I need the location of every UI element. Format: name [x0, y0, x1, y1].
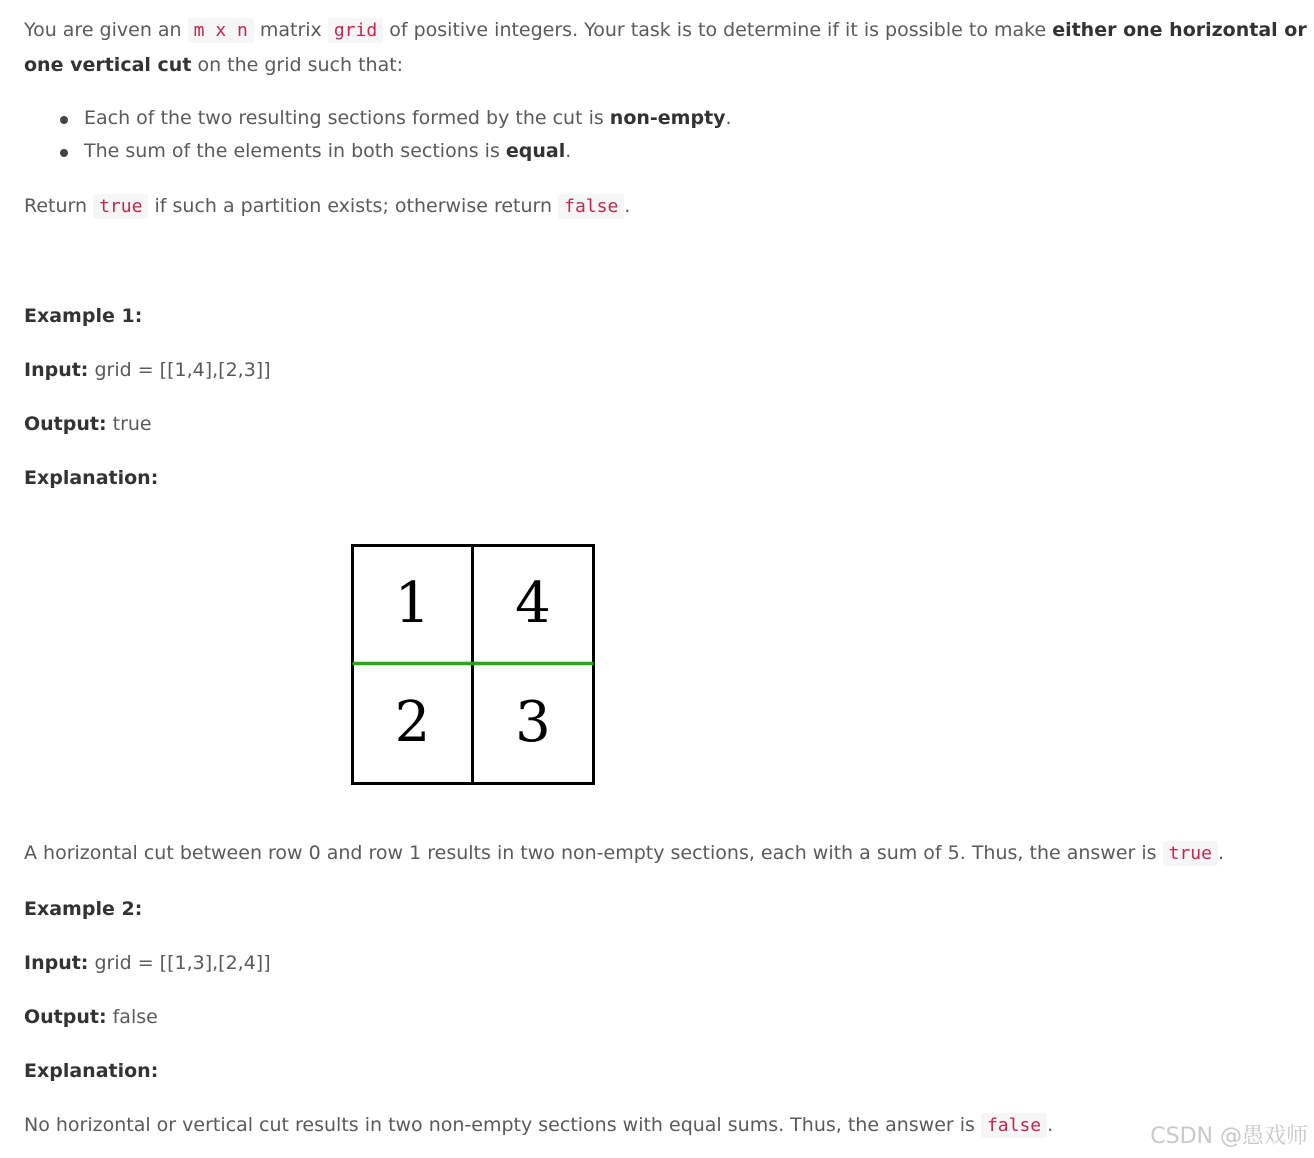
explanation-label: Explanation: [24, 467, 159, 489]
condition-bold: equal [505, 140, 566, 162]
output-label: Output: [24, 1006, 107, 1028]
code-m-x-n: m x n [188, 18, 254, 43]
explanation-text: No horizontal or vertical cut results in two non-empty sections with equal sums. Thus, the answer is [24, 1114, 981, 1136]
intro-paragraph [24, 13, 1308, 83]
intro-text-4: on the grid such that: [191, 54, 404, 76]
input-value: grid = [[1,3],[2,4]] [88, 952, 271, 974]
example-2-input [24, 946, 1308, 981]
example-1-input [24, 353, 1308, 388]
grid-cell: 4 [515, 571, 551, 636]
example-2-output [24, 1000, 1308, 1035]
code-false: false [558, 194, 624, 219]
return-text-3: . [624, 195, 631, 217]
output-value: true [106, 413, 152, 435]
explanation-tail: . [1217, 842, 1225, 864]
conditions-list [58, 102, 732, 168]
condition-item [58, 102, 732, 135]
intro-text-1: You are given an [24, 19, 188, 41]
output-value: false [106, 1006, 158, 1028]
example-2-explanation [24, 1108, 1308, 1143]
input-label: Input: [24, 359, 89, 381]
grid-cell: 1 [394, 571, 431, 636]
condition-item [58, 135, 732, 168]
example-2-title: Example 2: [24, 898, 143, 920]
intro-text-2: matrix [253, 19, 328, 41]
example-1-title: Example 1: [24, 305, 143, 327]
example-1-heading [24, 299, 1308, 334]
explanation-label: Explanation: [24, 1060, 159, 1082]
return-text-2: if such a partition exists; otherwise return [148, 195, 559, 217]
code-grid: grid [328, 18, 383, 43]
grid-cell: 3 [515, 690, 551, 755]
condition-bold: non-empty [609, 107, 726, 129]
explanation-tail: . [1047, 1114, 1054, 1136]
example-2-heading [24, 892, 1308, 927]
intro-text-3: of positive integers. Your task is to determine if it is possible to make [383, 19, 1053, 41]
grid-diagram [351, 544, 595, 785]
return-text-1: Return [24, 195, 94, 217]
input-label: Input: [24, 952, 89, 974]
csdn-watermark: CSDN @愚戏师 [1150, 1124, 1308, 1149]
output-label: Output: [24, 413, 107, 435]
example-1-output [24, 407, 1308, 442]
condition-text: Each of the two resulting sections formed by the cut is [84, 107, 610, 129]
code-true: true [1163, 841, 1218, 866]
condition-tail: . [725, 107, 732, 129]
condition-tail: . [565, 140, 572, 162]
example-1-explanation [24, 836, 1308, 871]
return-paragraph [24, 189, 1308, 224]
input-value: grid = [[1,4],[2,3]] [88, 359, 271, 381]
intro-bold-cut: either one horizontal or one vertical cut [24, 19, 1307, 76]
code-false: false [981, 1113, 1047, 1138]
example-2-explanation-heading [24, 1054, 1308, 1089]
example-1-grid-figure [351, 544, 595, 785]
explanation-text: A horizontal cut between row 0 and row 1 results in two non-empty sections, each with a sum of 5. Thus, the answer is [24, 842, 1163, 864]
grid-cell: 2 [394, 690, 431, 755]
code-true: true [93, 194, 148, 219]
condition-text: The sum of the elements in both sections is [84, 140, 506, 162]
example-1-explanation-heading [24, 461, 1308, 496]
